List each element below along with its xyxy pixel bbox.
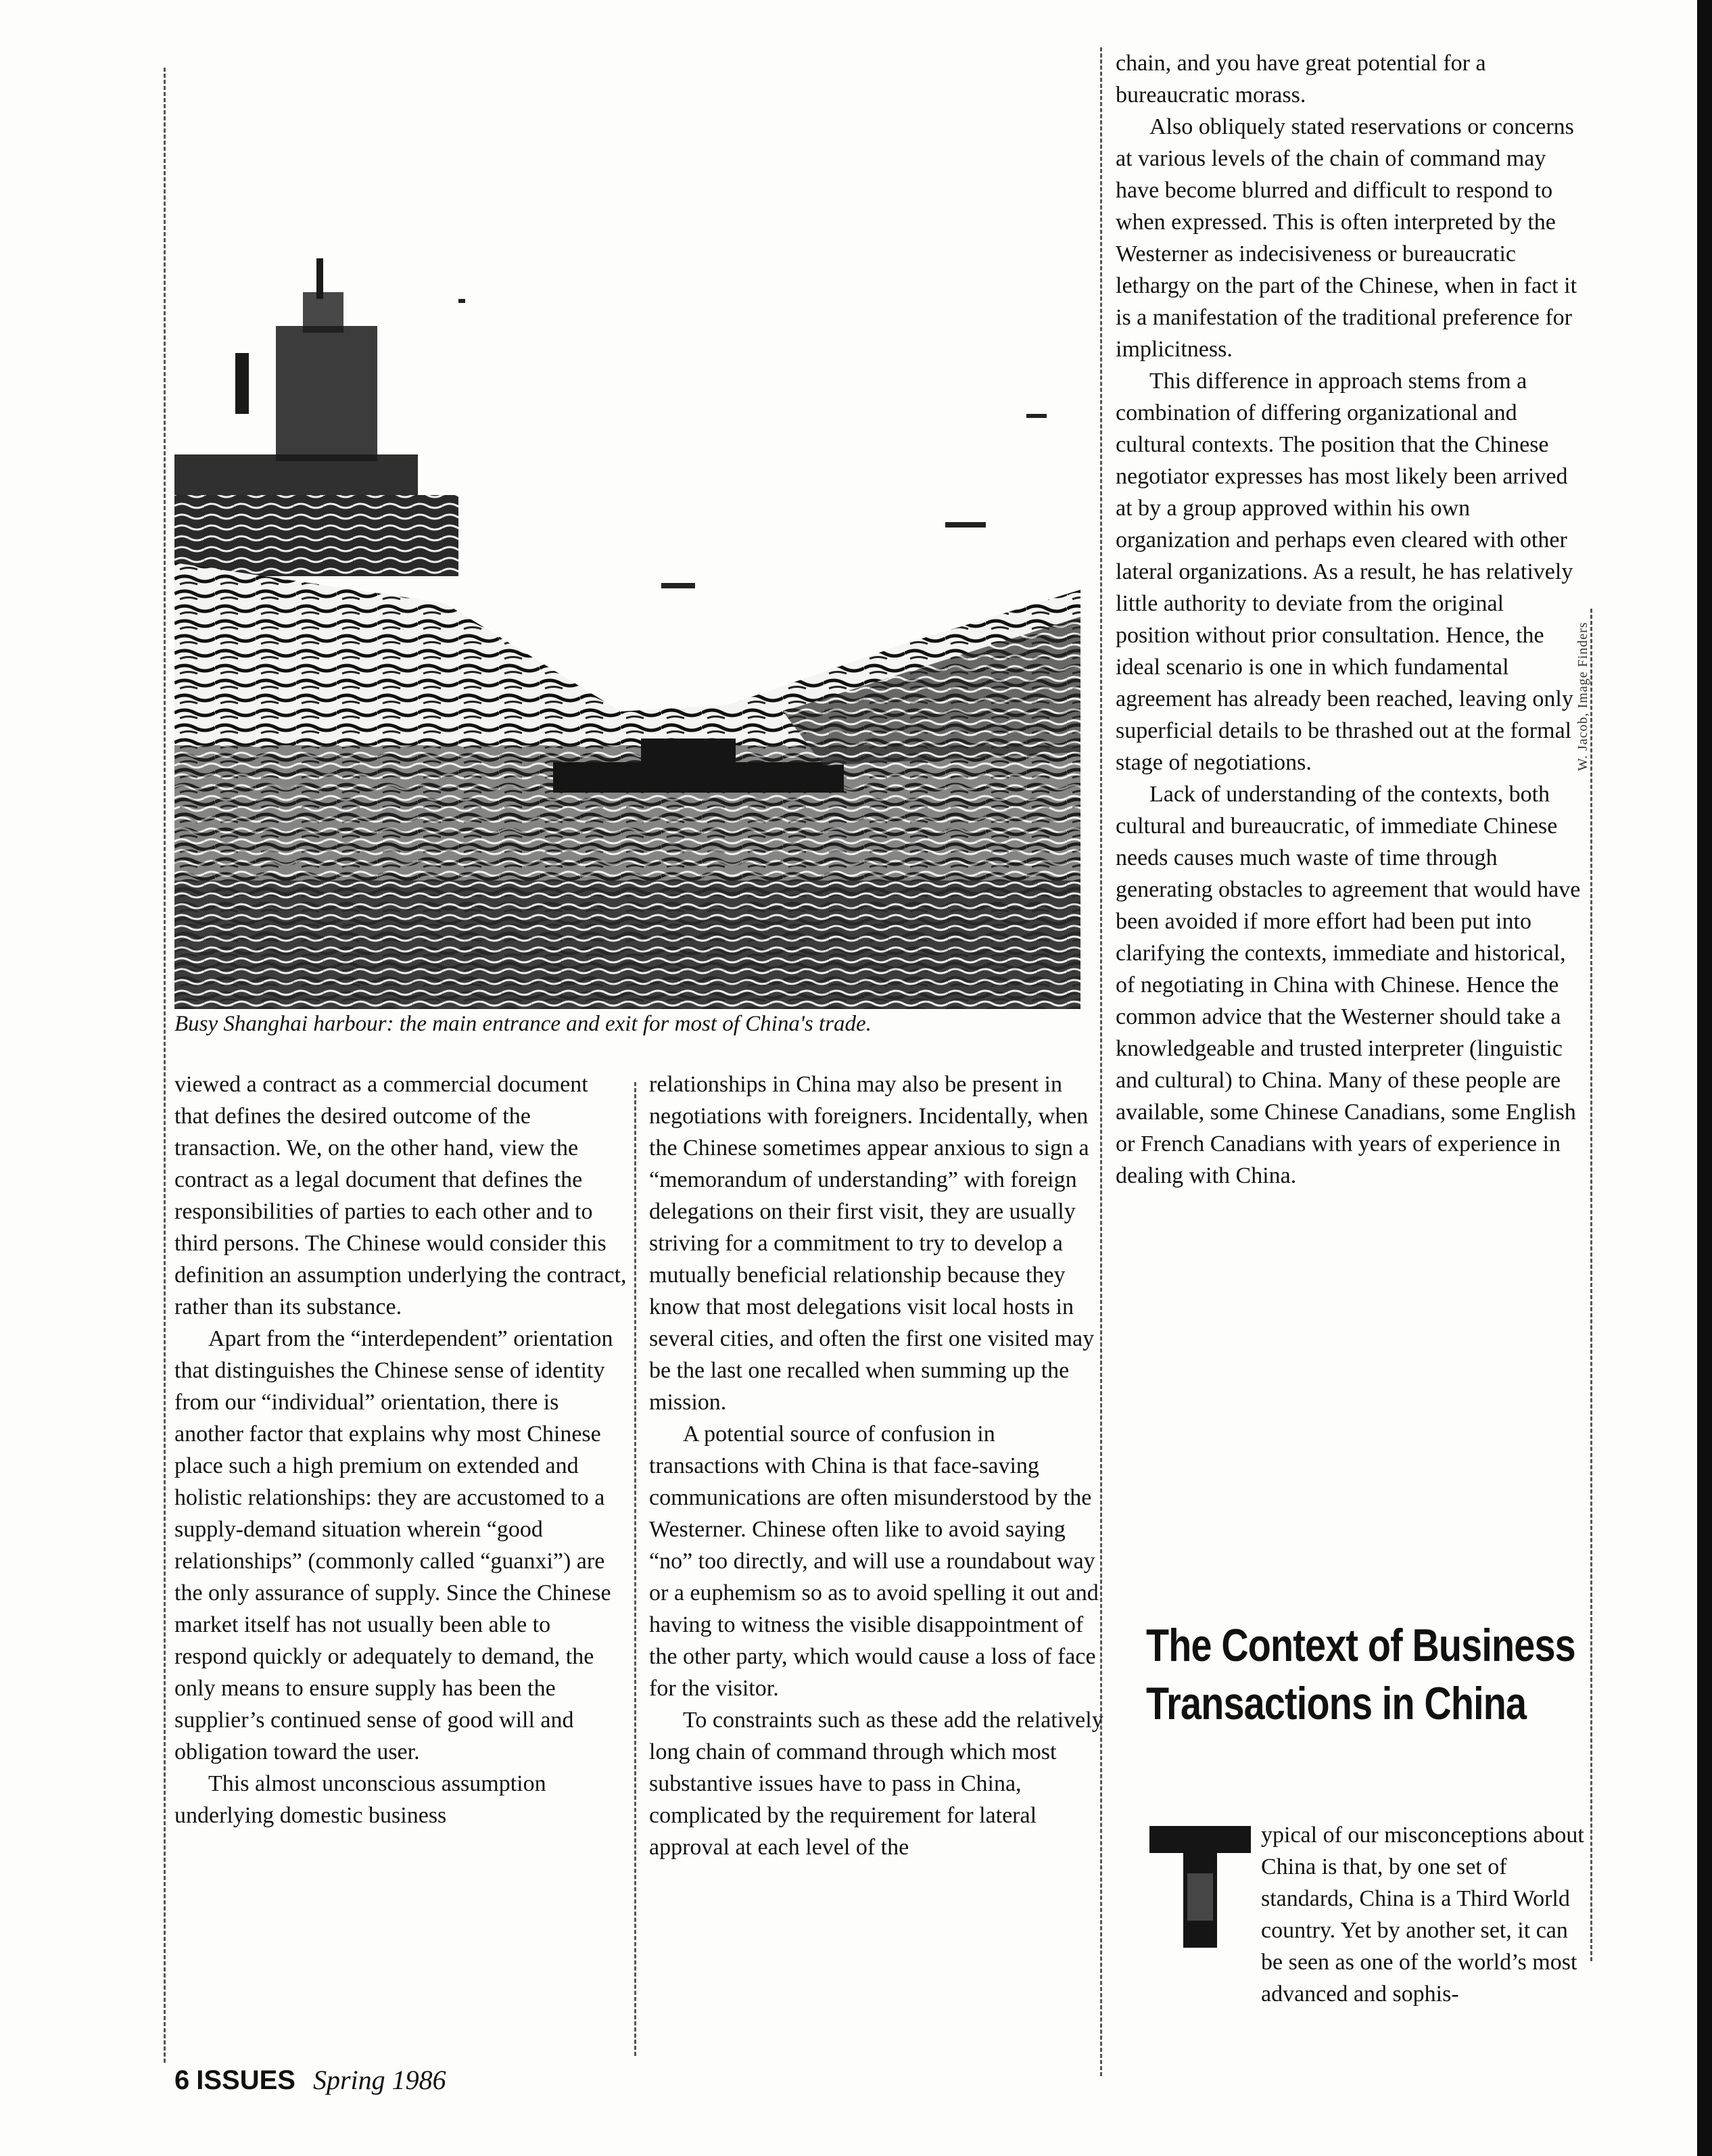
page-number: 6 [174,2065,190,2095]
paragraph: Lack of understanding of the contexts, both cultural and bureaucratic, of immediate Chinese needs causes much waste of time through generating obstacles to agreement that would have been avoided if more effort had been put into clarifying the contexts, immediate and historical, of negotiating in China with Chinese. Hence the common advice that the Westerner should take a knowledgeable and trusted interpreter (linguistic and cultural) to China. Many of these people are available, some Chinese Canadians, some English or French Canadians with years of experience in dealing with China. [1116,782,1581,1188]
issue-date: Spring 1986 [312,2065,446,2095]
magazine-name: ISSUES [196,2065,295,2095]
scan-edge [1697,0,1712,2156]
paragraph: A potential source of confusion in transactions with China is that face-saving communications are often misunderstood by the Westerner. Chinese often like to avoid saying “no” too directly, and will use a roundabout way or a euphemism so as to avoid spelling it out and having to witness the visible disappointment of the other party, which would cause a loss of face for the visitor. [649,1422,1099,1701]
section-text [1146,1819,1592,2010]
column-rule-left [164,68,166,2063]
article-column-3 [1116,47,1582,1192]
paragraph: Also obliquely stated reservations or concerns at various levels of the chain of command may have become blurred and difficult to respond to when expressed. This is often interpreted by the Westerner as indecisiveness or bureaucratic lethargy on the part of the Chinese, when in fact it is a manifestation of the traditional preference for implicitness. [1116,114,1577,362]
section-heading: The Context of Business Transactions in China [1146,1620,1575,1729]
photo-credit: W. Jacob, Image Finders [1575,622,1590,771]
paragraph: ypical of our misconceptions about China is that, by one set of standards, China is a Third World country. Yet by another set, it can be seen as one of the world’s most advanced and sophis- [1261,1823,1584,2007]
article-column-2 [649,1069,1109,1863]
column-rule-middle [634,1082,636,2056]
paragraph: relationships in China may also be present in negotiations with foreigners. Incidentally, when the Chinese sometimes appear anxious to sign a “memorandum of understanding” with foreign delegations on their first visit, they are usually striving for a commitment to try to develop a mutually beneficial relationship because they know that most delegations visit local hosts in several cities, and often the first one visited may be the last one recalled when summing up the mission. [649,1072,1095,1415]
article-column-1 [174,1069,627,1831]
paragraph: viewed a contract as a commercial document that defines the desired outcome of the transaction. We, on the other hand, view the contract as a legal document that defines the responsibilities of parties to each other and to third persons. The Chinese would consider this definition an assumption underlying the contract, rather than its substance. [174,1072,627,1319]
paragraph: chain, and you have great potential for a bureaucratic morass. [1116,51,1486,108]
column-rule-far-right [1590,609,1592,1961]
paragraph: To constraints such as these add the relatively long chain of command through which most substantive issues have to pass in China, complicated by the requirement for lateral approval at each level of the [649,1708,1103,1860]
page-footer [174,2064,446,2096]
harbour-photo [174,35,1080,1009]
paragraph: This difference in approach stems from a combination of differing organizational and cultural contexts. The position that the Chinese negotiator expresses has most likely been arrived at by a group approved within his own organization and perhaps even cleared with other lateral organizations. As a result, he has relatively little authority to deviate from the original position without prior consultation. Hence, the ideal scenario is one in which fundamental agreement has already been reached, leaving only superficial details to be thrashed out at the formal stage of negotiations. [1116,369,1573,775]
svg-text:T: T [1200,1927,1201,1928]
figure-caption: Busy Shanghai harbour: the main entrance and exit for most of China's trade. [174,1012,872,1036]
paragraph: This almost unconscious assumption underlying domestic business [174,1771,546,1828]
paragraph: Apart from the “interdependent” orientation that distinguishes the Chinese sense of identity from our “individual” orientation, there is another factor that explains why most Chinese place such a high premium on extended and holistic relationships: they are accustomed to a supply-demand situation wherein “good relationships” (commonly called “guanxi”) are the only assurance of supply. Since the Chinese market itself has not usually been able to respond quickly or adequately to demand, the only means to ensure supply has been the supplier’s continued sense of good will and obligation toward the user. [174,1326,613,1764]
